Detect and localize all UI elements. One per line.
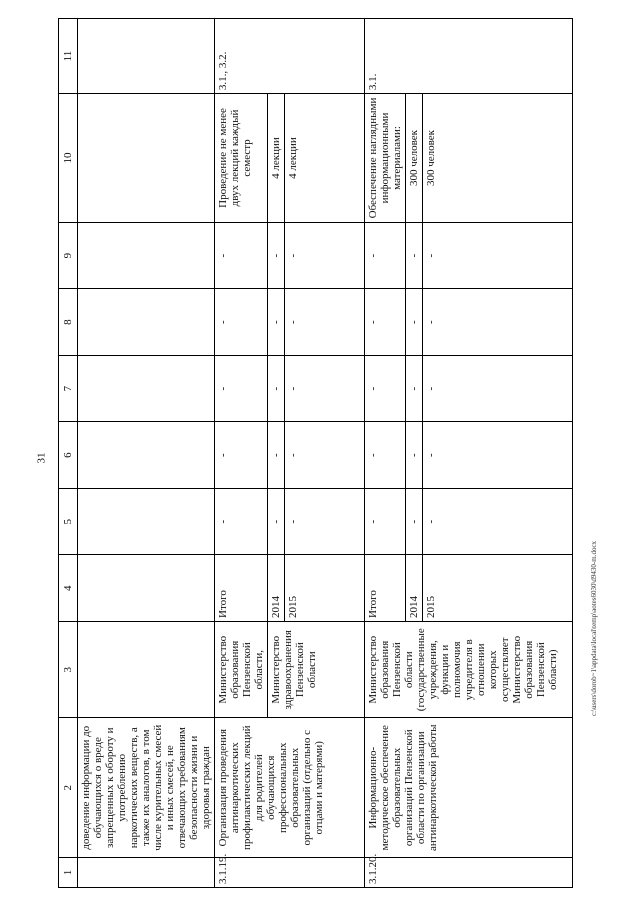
table-row	[215, 19, 268, 888]
indicator: 4 лекции	[268, 94, 285, 223]
executor: Министерство здравоохранения Пензенской области	[268, 621, 365, 718]
value-cell: -	[215, 488, 268, 555]
task-ref: 3.1.	[365, 19, 573, 94]
program-table	[58, 18, 573, 888]
indicator: 300 человек	[423, 94, 573, 223]
value-cell: -	[406, 222, 423, 289]
value-cell: -	[268, 222, 285, 289]
header-cell: 10	[59, 94, 78, 223]
value-cell: -	[406, 422, 423, 489]
value-cell: -	[268, 355, 285, 422]
period: 2014	[268, 555, 285, 622]
value-cell: -	[215, 355, 268, 422]
header-cell: 8	[59, 289, 78, 356]
value-cell: -	[423, 422, 573, 489]
indicator: 300 человек	[406, 94, 423, 223]
header-cell: 6	[59, 422, 78, 489]
value-cell: -	[215, 289, 268, 356]
period: 2014	[406, 555, 423, 622]
value-cell: -	[215, 222, 268, 289]
value-cell: -	[423, 488, 573, 555]
header-cell: 11	[59, 19, 78, 94]
measure-text: Информационно-методическое обеспечение образовательных организаций Пензенской области по организации антинаркотической работы	[365, 718, 573, 857]
value-cell: -	[285, 422, 365, 489]
header-cell: 7	[59, 355, 78, 422]
indicator: Проведение не менее двух лекций каждый семестр	[215, 94, 268, 223]
period: 2015	[423, 555, 573, 622]
value-cell: -	[285, 488, 365, 555]
header-cell: 1	[59, 857, 78, 887]
value-cell: -	[423, 222, 573, 289]
value-cell: -	[406, 488, 423, 555]
value-cell: -	[268, 488, 285, 555]
table-row	[365, 19, 406, 888]
value-cell: -	[423, 355, 573, 422]
value-cell: -	[215, 422, 268, 489]
value-cell: -	[406, 289, 423, 356]
task-ref: 3.1., 3.2.	[215, 19, 365, 94]
value-cell: -	[365, 488, 406, 555]
header-cell: 3	[59, 621, 78, 718]
value-cell: -	[268, 422, 285, 489]
measure-text: доведение информации до обучающихся о вреде запрещенных к обороту и употреблению наркотических веществ, а также их аналогов, в том числе курительных смесей и иных смесей, не отвечающих требованиям безопасности жизни и здоровья граждан	[78, 718, 215, 857]
measure-text: Организация проведения антинаркотических профилактических лекций для родителей обучающихся профессиональных образовательных организаций (отдельно с отцами и матерями)	[215, 718, 365, 857]
executor: Министерство образования Пензенской области (государственные учреждения, функции и полномочия учредителя в отношении которых осуществляет Министерство образования Пензенской области)	[365, 621, 573, 718]
header-cell: 5	[59, 488, 78, 555]
period: 2015	[285, 555, 365, 622]
header-row	[59, 19, 78, 888]
value-cell: -	[406, 355, 423, 422]
header-cell: 2	[59, 718, 78, 857]
indicator: Обеспечение наглядными информационными материалами:	[365, 94, 406, 223]
row-number: 3.1.19.	[215, 857, 365, 887]
value-cell: -	[268, 289, 285, 356]
value-cell: -	[365, 289, 406, 356]
table-row-continuation	[78, 19, 215, 888]
executor: Министерство образования Пензенской области,	[215, 621, 268, 718]
value-cell: -	[365, 422, 406, 489]
rotated-table-container	[58, 18, 583, 888]
row-number: 3.1.20.	[365, 857, 573, 887]
header-cell: 4	[59, 555, 78, 622]
footer-file-path: c:\users\dorob~1\appdata\local\temp\aotes6030\d9430-m.docx	[590, 540, 598, 716]
value-cell: -	[285, 222, 365, 289]
value-cell: -	[423, 289, 573, 356]
value-cell: -	[285, 289, 365, 356]
header-cell: 9	[59, 222, 78, 289]
indicator: 4 лекции	[285, 94, 365, 223]
page-number: 31	[35, 452, 48, 464]
period: Итого	[365, 555, 406, 622]
period: Итого	[215, 555, 268, 622]
value-cell: -	[365, 355, 406, 422]
value-cell: -	[285, 355, 365, 422]
value-cell: -	[365, 222, 406, 289]
